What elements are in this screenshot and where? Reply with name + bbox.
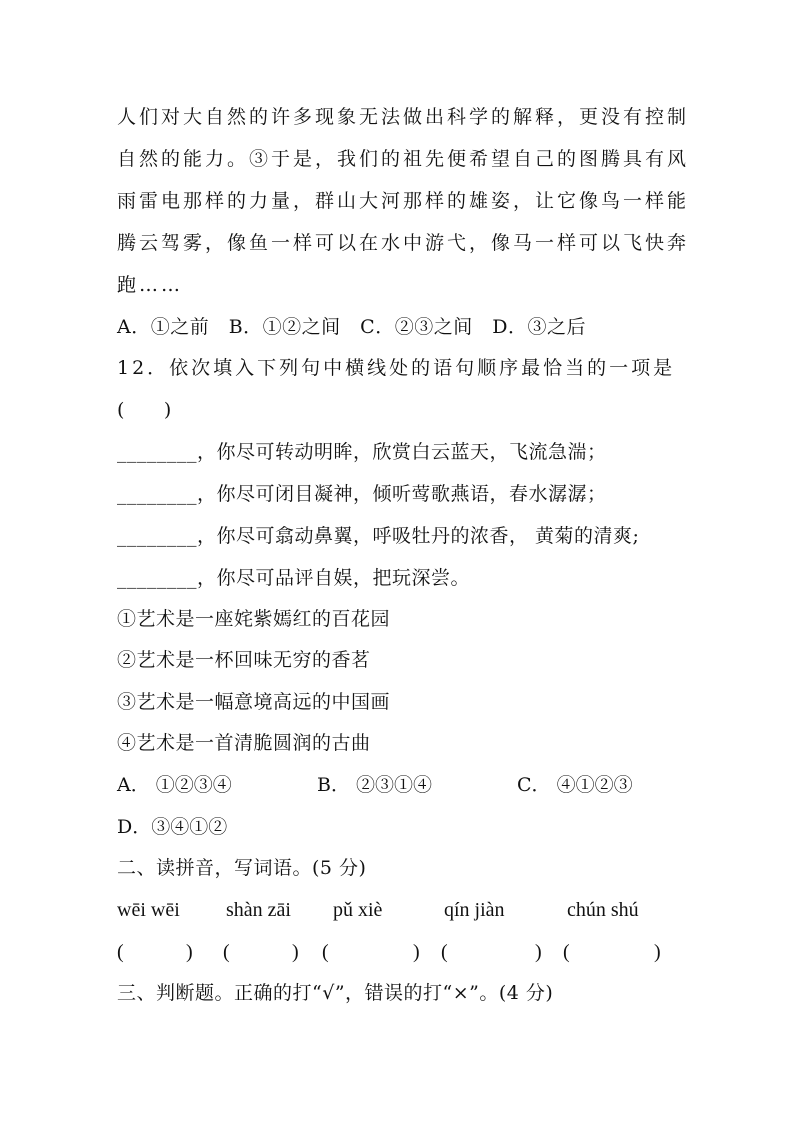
pinyin-3: pǔ xiè — [333, 899, 383, 921]
answer-box-2-close: ) — [292, 941, 299, 963]
q12-blank-3: ________，你尽可翕动鼻翼，呼吸牡丹的浓香， 黄菊的清爽; — [117, 525, 640, 547]
q12-stem: 12．依次填入下列句中横线处的语句顺序最恰当的一项是 — [117, 357, 676, 379]
q12-answer-paren: ( ) — [117, 399, 172, 421]
pinyin-2: shàn zāi — [226, 899, 291, 921]
q12-option-d: D．③④①② — [117, 816, 228, 838]
pinyin-4: qín jiàn — [444, 899, 505, 921]
answer-box-5-close: ) — [654, 941, 661, 963]
passage-line-1: 人们对大自然的许多现象无法做出科学的解释，更没有控制 — [117, 106, 690, 128]
q12-blank-2: ________，你尽可闭目凝神，倾听莺歌燕语，春水潺潺； — [117, 483, 607, 505]
section2-heading: 二、读拼音，写词语。(5 分) — [117, 857, 367, 879]
passage-line-5: 跑…… — [117, 274, 184, 296]
answer-box-4-open: ( — [441, 941, 448, 963]
passage-line-2: 自然的能力。③于是，我们的祖先便希望自己的图腾具有风 — [117, 148, 690, 170]
pinyin-1: wēi wēi — [117, 899, 180, 921]
q12-item-4: ④艺术是一首清脆圆润的古曲 — [117, 732, 371, 754]
q12-option-a: A． ①②③④ — [117, 774, 232, 796]
answer-box-2-open: ( — [223, 941, 230, 963]
q11-options: A．①之前 B．①②之间 C．②③之间 D．③之后 — [117, 316, 586, 338]
q12-option-b: B． ②③①④ — [317, 774, 433, 796]
passage-line-3: 雨雷电那样的力量，群山大河那样的雄姿，让它像鸟一样能 — [117, 190, 690, 212]
passage-line-4: 腾云驾雾，像鱼一样可以在水中游弋，像马一样可以飞快奔 — [117, 232, 690, 254]
answer-box-5-open: ( — [563, 941, 570, 963]
q12-blank-1: ________，你尽可转动明眸，欣赏白云蓝天，飞流急湍； — [117, 441, 607, 463]
answer-box-1-close: ) — [186, 941, 193, 963]
answer-box-4-close: ) — [535, 941, 542, 963]
q12-option-c: C． ④①②③ — [517, 774, 633, 796]
q12-item-3: ③艺术是一幅意境高远的中国画 — [117, 691, 391, 713]
pinyin-5: chún shú — [567, 899, 639, 921]
section3-heading: 三、判断题。正确的打“√”，错误的打“×”。(4 分) — [117, 982, 554, 1004]
answer-box-3-close: ) — [413, 941, 420, 963]
q12-item-2: ②艺术是一杯回味无穷的香茗 — [117, 649, 371, 671]
q12-blank-4: ________，你尽可品评自娱，把玩深尝。 — [117, 567, 471, 589]
q12-item-1: ①艺术是一座姹紫嫣红的百花园 — [117, 608, 391, 630]
answer-box-1-open: ( — [117, 941, 124, 963]
answer-box-3-open: ( — [322, 941, 329, 963]
